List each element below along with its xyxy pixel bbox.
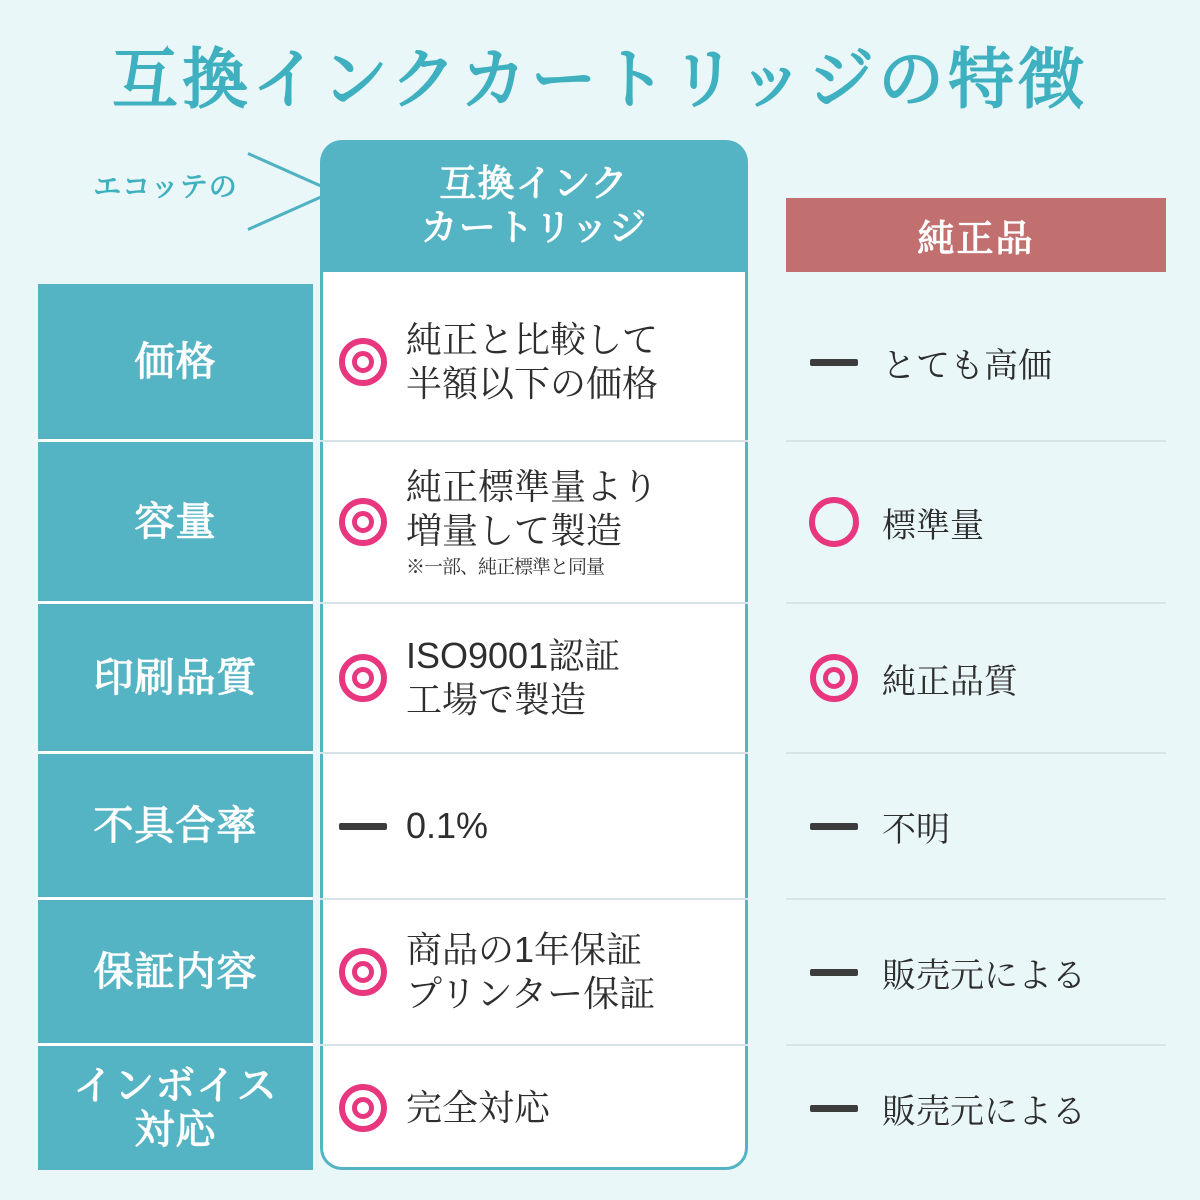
- cell-compatible-defect-rate-text: [406, 804, 488, 848]
- dash-icon: [786, 823, 882, 830]
- table-row: [38, 754, 1166, 900]
- cell-compatible-invoice-text: [406, 1086, 550, 1130]
- text-line2: 増量して製造: [406, 509, 623, 551]
- cell-compatible-warranty-text: [406, 928, 655, 1016]
- header-genuine: 純正品: [786, 198, 1166, 272]
- text-line2: 工場で製造: [406, 679, 587, 720]
- dash-icon: [786, 1105, 882, 1112]
- text-line1: 純正標準量より: [406, 466, 659, 507]
- dash-icon: [320, 823, 406, 830]
- double-circle-icon: [786, 654, 882, 702]
- text-note: ※一部、純正標準と同量: [406, 556, 605, 578]
- header-compatible-line2: カートリッジ: [420, 207, 648, 248]
- row-label-defect-rate: 不具合率: [38, 754, 313, 900]
- eco-brand-label: エコッテの: [93, 171, 238, 202]
- cell-compatible-print-quality: [320, 604, 748, 754]
- cell-genuine-price-text: とても高価: [882, 346, 1052, 385]
- cell-compatible-price-text: [406, 318, 658, 406]
- row-label-invoice-line2: 対応: [134, 1108, 217, 1152]
- cell-compatible-capacity-text: [406, 465, 658, 579]
- row-label-invoice-line1: インボイス: [73, 1064, 278, 1108]
- cell-genuine-invoice: [786, 1046, 1166, 1170]
- row-label-capacity: 容量: [38, 442, 313, 604]
- double-circle-icon: [320, 338, 406, 386]
- cell-compatible-defect-rate: [320, 754, 748, 900]
- dash-icon: [786, 969, 882, 976]
- row-label-price: 価格: [38, 284, 313, 442]
- table-row: [38, 900, 1166, 1046]
- row-label-invoice: [38, 1046, 313, 1170]
- cell-genuine-capacity: [786, 442, 1166, 604]
- cell-genuine-defect-rate-text: 不明: [882, 810, 950, 849]
- cell-compatible-warranty: [320, 900, 748, 1046]
- table-row: [38, 442, 1166, 604]
- double-circle-icon: [320, 948, 406, 996]
- double-circle-icon: [320, 1084, 406, 1132]
- cell-compatible-invoice: [320, 1046, 748, 1170]
- cell-genuine-capacity-text: 標準量: [882, 506, 984, 545]
- cell-compatible-price: [320, 284, 748, 442]
- text-line1: 商品の1年保証: [406, 929, 643, 971]
- page-title: 互換インクカートリッジの特徴: [111, 42, 1089, 116]
- cell-genuine-warranty-text: 販売元による: [882, 956, 1086, 995]
- dash-icon: [786, 359, 882, 366]
- row-label-warranty: 保証内容: [38, 900, 313, 1046]
- cell-compatible-capacity: [320, 442, 748, 604]
- cell-genuine-invoice-text: 販売元による: [882, 1092, 1086, 1131]
- cell-genuine-price: [786, 284, 1166, 442]
- text-line2: プリンター保証: [406, 973, 656, 1014]
- cell-compatible-print-quality-text: [406, 634, 620, 722]
- comparison-table: [38, 140, 1166, 1170]
- cell-genuine-print-quality-text: 純正品質: [882, 662, 1018, 701]
- table-row: [38, 1046, 1166, 1170]
- text-line1: 純正と比較して: [406, 319, 659, 361]
- text-line1: 0.1%: [406, 805, 489, 847]
- table-row: [38, 284, 1166, 442]
- text-line2: 半額以下の価格: [406, 363, 659, 404]
- header-compatible-line1: 互換インク: [439, 163, 629, 205]
- double-circle-icon: [320, 498, 406, 546]
- text-line1: 完全対応: [406, 1087, 551, 1129]
- text-line1: ISO9001認証: [406, 635, 621, 677]
- cell-genuine-print-quality: [786, 604, 1166, 754]
- single-circle-icon: [786, 497, 882, 547]
- table-row: [38, 604, 1166, 754]
- header-compatible: [320, 140, 748, 272]
- row-label-print-quality: 印刷品質: [38, 604, 313, 754]
- double-circle-icon: [320, 654, 406, 702]
- cell-genuine-defect-rate: [786, 754, 1166, 900]
- cell-genuine-warranty: [786, 900, 1166, 1046]
